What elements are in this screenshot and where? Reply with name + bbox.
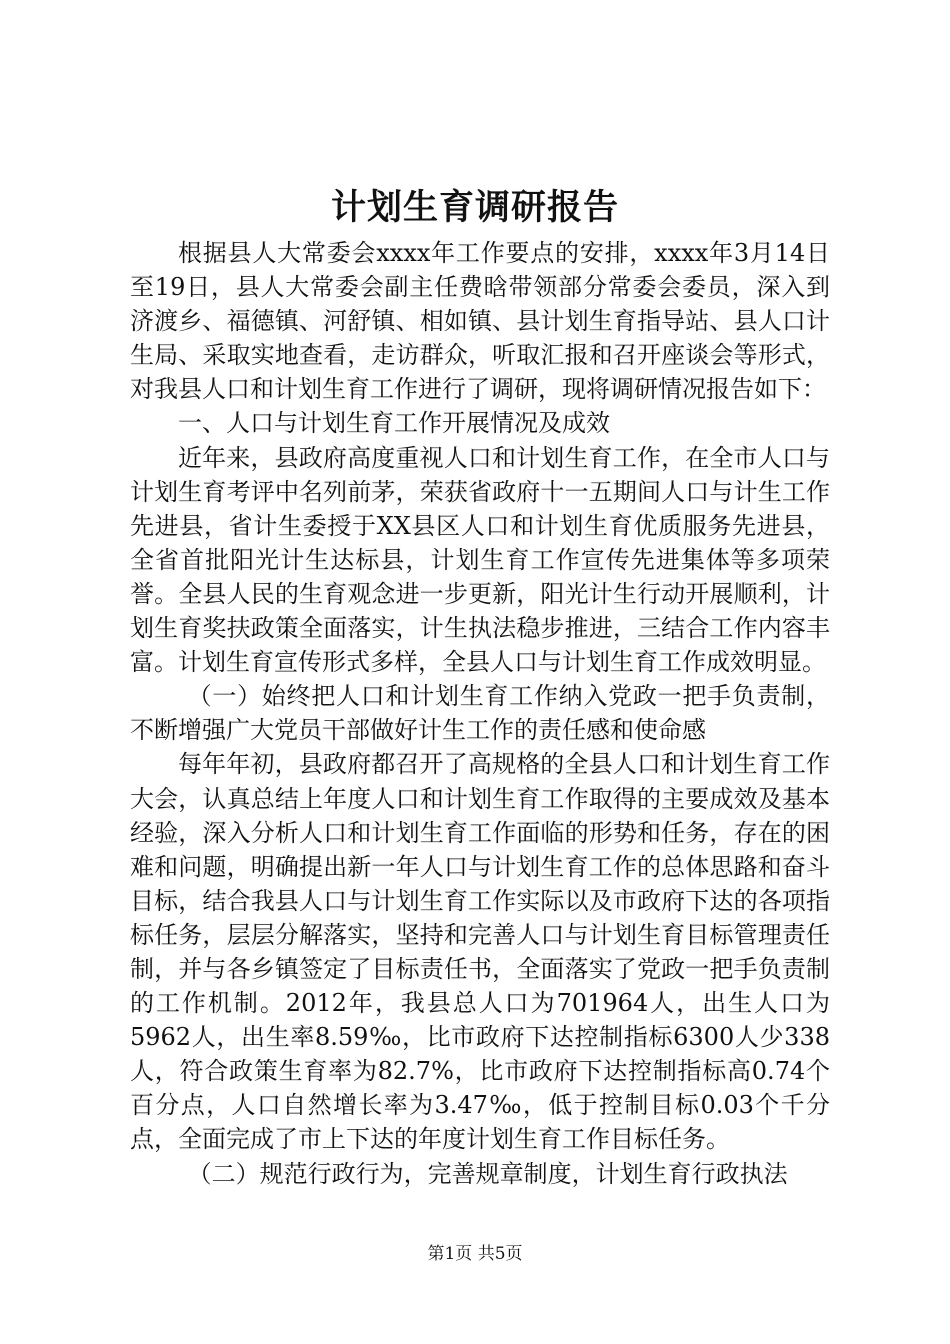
paragraph-annual-work: 每年年初，县政府都召开了高规格的全县人口和计划生育工作大会，认真总结上年度人口和计划生育工作取得的主要成效及基本经验，深入分析人口和计划生育工作面临的形势和任务，存在的困难和问题，明确提出新一年人口与计划生育工作的总体思路和奋斗目标，结合我县人口与计划生育工作实际以及市政府下达的各项指标任务，层层分解落实，坚持和完善人口与计划生育目标管理责任制，并与各乡镇签定了目标责任书，全面落实了党政一把手负责制的工作机制。2012年，我县总人口为701964人，出生人口为5962人，出生率8.59‰，比市政府下达控制指标6300人少338人，符合政策生育率为82.7%，比市政府下达控制指标高0.74个百分点，人口自然增长率为3.47‰，低于控制目标0.03个千分点，全面完成了市上下达的年度计划生育工作目标任务。: [130, 750, 830, 1154]
paragraph-intro: 根据县人大常委会xxxx年工作要点的安排，xxxx年3月14日至19日，县人大常委会副主任费晗带领部分常委会委员，深入到济渡乡、福德镇、河舒镇、相如镇、县计划生育指导站、县人口计生局、采取实地查看，走访群众，听取汇报和召开座谈会等形式，对我县人口和计划生育工作进行了调研，现将调研情况报告如下：: [130, 239, 830, 404]
document-body: [130, 236, 830, 1191]
section-heading-1: 一、人口与计划生育工作开展情况及成效: [178, 409, 610, 438]
paragraph-overview: 近年来，县政府高度重视人口和计划生育工作，在全市人口与计划生育考评中名列前茅，荣获省政府十一五期间人口与计生工作先进县，省计生委授于XX县区人口和计划生育优质服务先进县，全省首批阳光计生达标县，计划生育工作宣传先进集体等多项荣誉。全县人民的生育观念进一步更新，阳光计生行动开展顺利，计划生育奖扶政策全面落实，计生执法稳步推进，三结合工作内容丰富。计划生育宣传形式多样，全县人口与计划生育工作成效明显。: [130, 443, 830, 677]
page-number-footer: 第1页 共5页: [427, 1244, 523, 1264]
document-title: 计划生育调研报告: [330, 187, 619, 228]
subsection-heading-2: （二）规范行政行为，完善规章制度，计划生育行政执法: [187, 1159, 788, 1188]
subsection-heading-1: （一）始终把人口和计划生育工作纳入党政一把手负责制，不断增强广大党员干部做好计生工作的责任感和使命感: [130, 682, 830, 745]
